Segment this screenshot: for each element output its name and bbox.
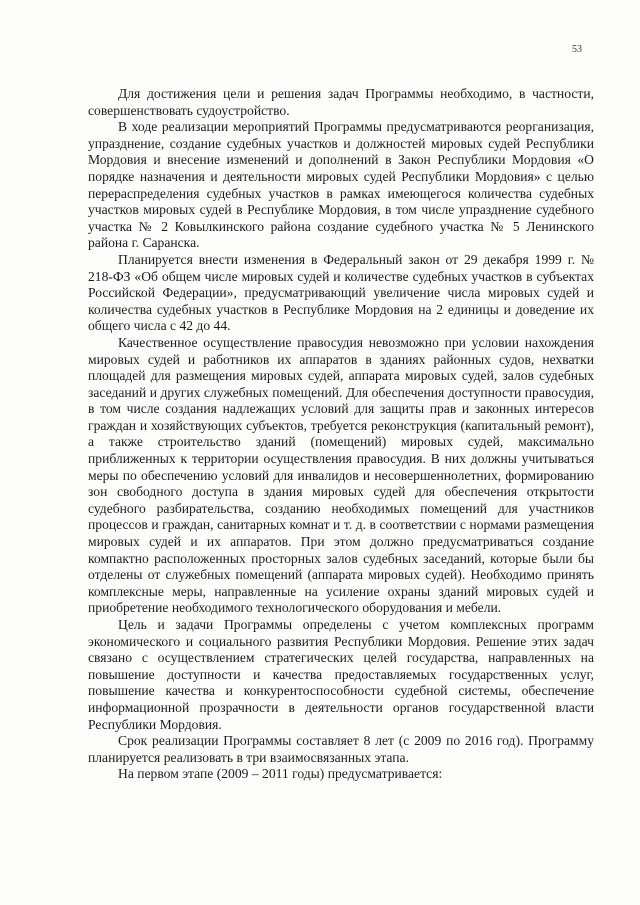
paragraph-justice-quality: Качественное осуществление правосудия невозможно при условии нахождения мировых судей и работников их аппаратов в зданиях районных судов, нехватки площадей для размещения мировых судей, аппарата мировых судей, залов судебных заседаний и других служебных помещений. Для обеспечения доступности правосудия, в том числе создания надлежащих условий для защиты прав и законных интересов граждан и хозяйствующих субъектов, требуется реконструкция (капитальный ремонт), а также строительство зданий (помещений) мировых судей, максимально приближенных к территории осуществления правосудия. В них должны учитываться меры по обеспечению условий для инвалидов и несовершеннолетних, формированию зон свободного доступа в здания мировых судей для обеспечения открытости судебного разбирательства, созданию необходимых помещений для участников процессов и граждан, санитарных комнат и т. д. в соответствии с нормами размещения мировых судей и их аппаратов. При этом должно предусматриваться создание компактно расположенных просторных залов судебных заседаний, которые были бы отделены от служебных помещений (аппарата мировых судей). Необходимо принять комплексные меры, направленные на усиление охраны зданий мировых судей и приобретение необходимого технологического оборудования и мебели. (88, 334, 594, 616)
paragraph-federal-law: Планируется внести изменения в Федеральный закон от 29 декабря 1999 г. № 218-ФЗ «Об общем числе мировых судей и количестве судебных участков в субъектах Российской Федерации», предусматривающий увеличение числа мировых судей и количества судебных участков в Республике Мордовия на 2 единицы и доведение их общего числа с 42 до 44. (88, 251, 594, 334)
paragraph-first-stage: На первом этапе (2009 – 2011 годы) предусматривается: (118, 766, 443, 782)
paragraph-goal: Для достижения цели и решения задач Программы необходимо, в частности, совершенствовать судоустройство. (88, 86, 594, 118)
paragraph-term: Срок реализации Программы составляет 8 лет (с 2009 по 2016 год). Программу планируется реализовать в три взаимосвязанных этапа. (88, 733, 594, 765)
paragraph-program-goals: Цель и задачи Программы определены с учетом комплексных программ экономического и социального развития Республики Мордовия. Решение этих задач связано с осуществлением стратегических целей государства, направленных на повышение доступности и качества предоставляемых государственных услуг, повышение качества и конкурентоспособности судебной системы, обеспечение информационной прозрачности в деятельности органов государственной власти Республики Мордовия. (88, 617, 594, 732)
page-number: 53 (572, 44, 582, 55)
body-text (88, 86, 594, 783)
paragraph-reorganization: В ходе реализации мероприятий Программы предусматриваются реорганизация, упразднение, создание судебных участков и должностей мировых судей Республики Мордовия и внесение изменений и дополнений в Закон Республики Мордовия «О порядке назначения и деятельности мировых судей Республики Мордовия» с целью перераспределения судебных участков в рамках имеющегося количества судебных участков мировых судей в Республике Мордовия, в том числе упразднение судебного участка № 2 Ковылкинского района создание судебного участка № 5 Ленинского района г. Саранска. (88, 119, 594, 251)
